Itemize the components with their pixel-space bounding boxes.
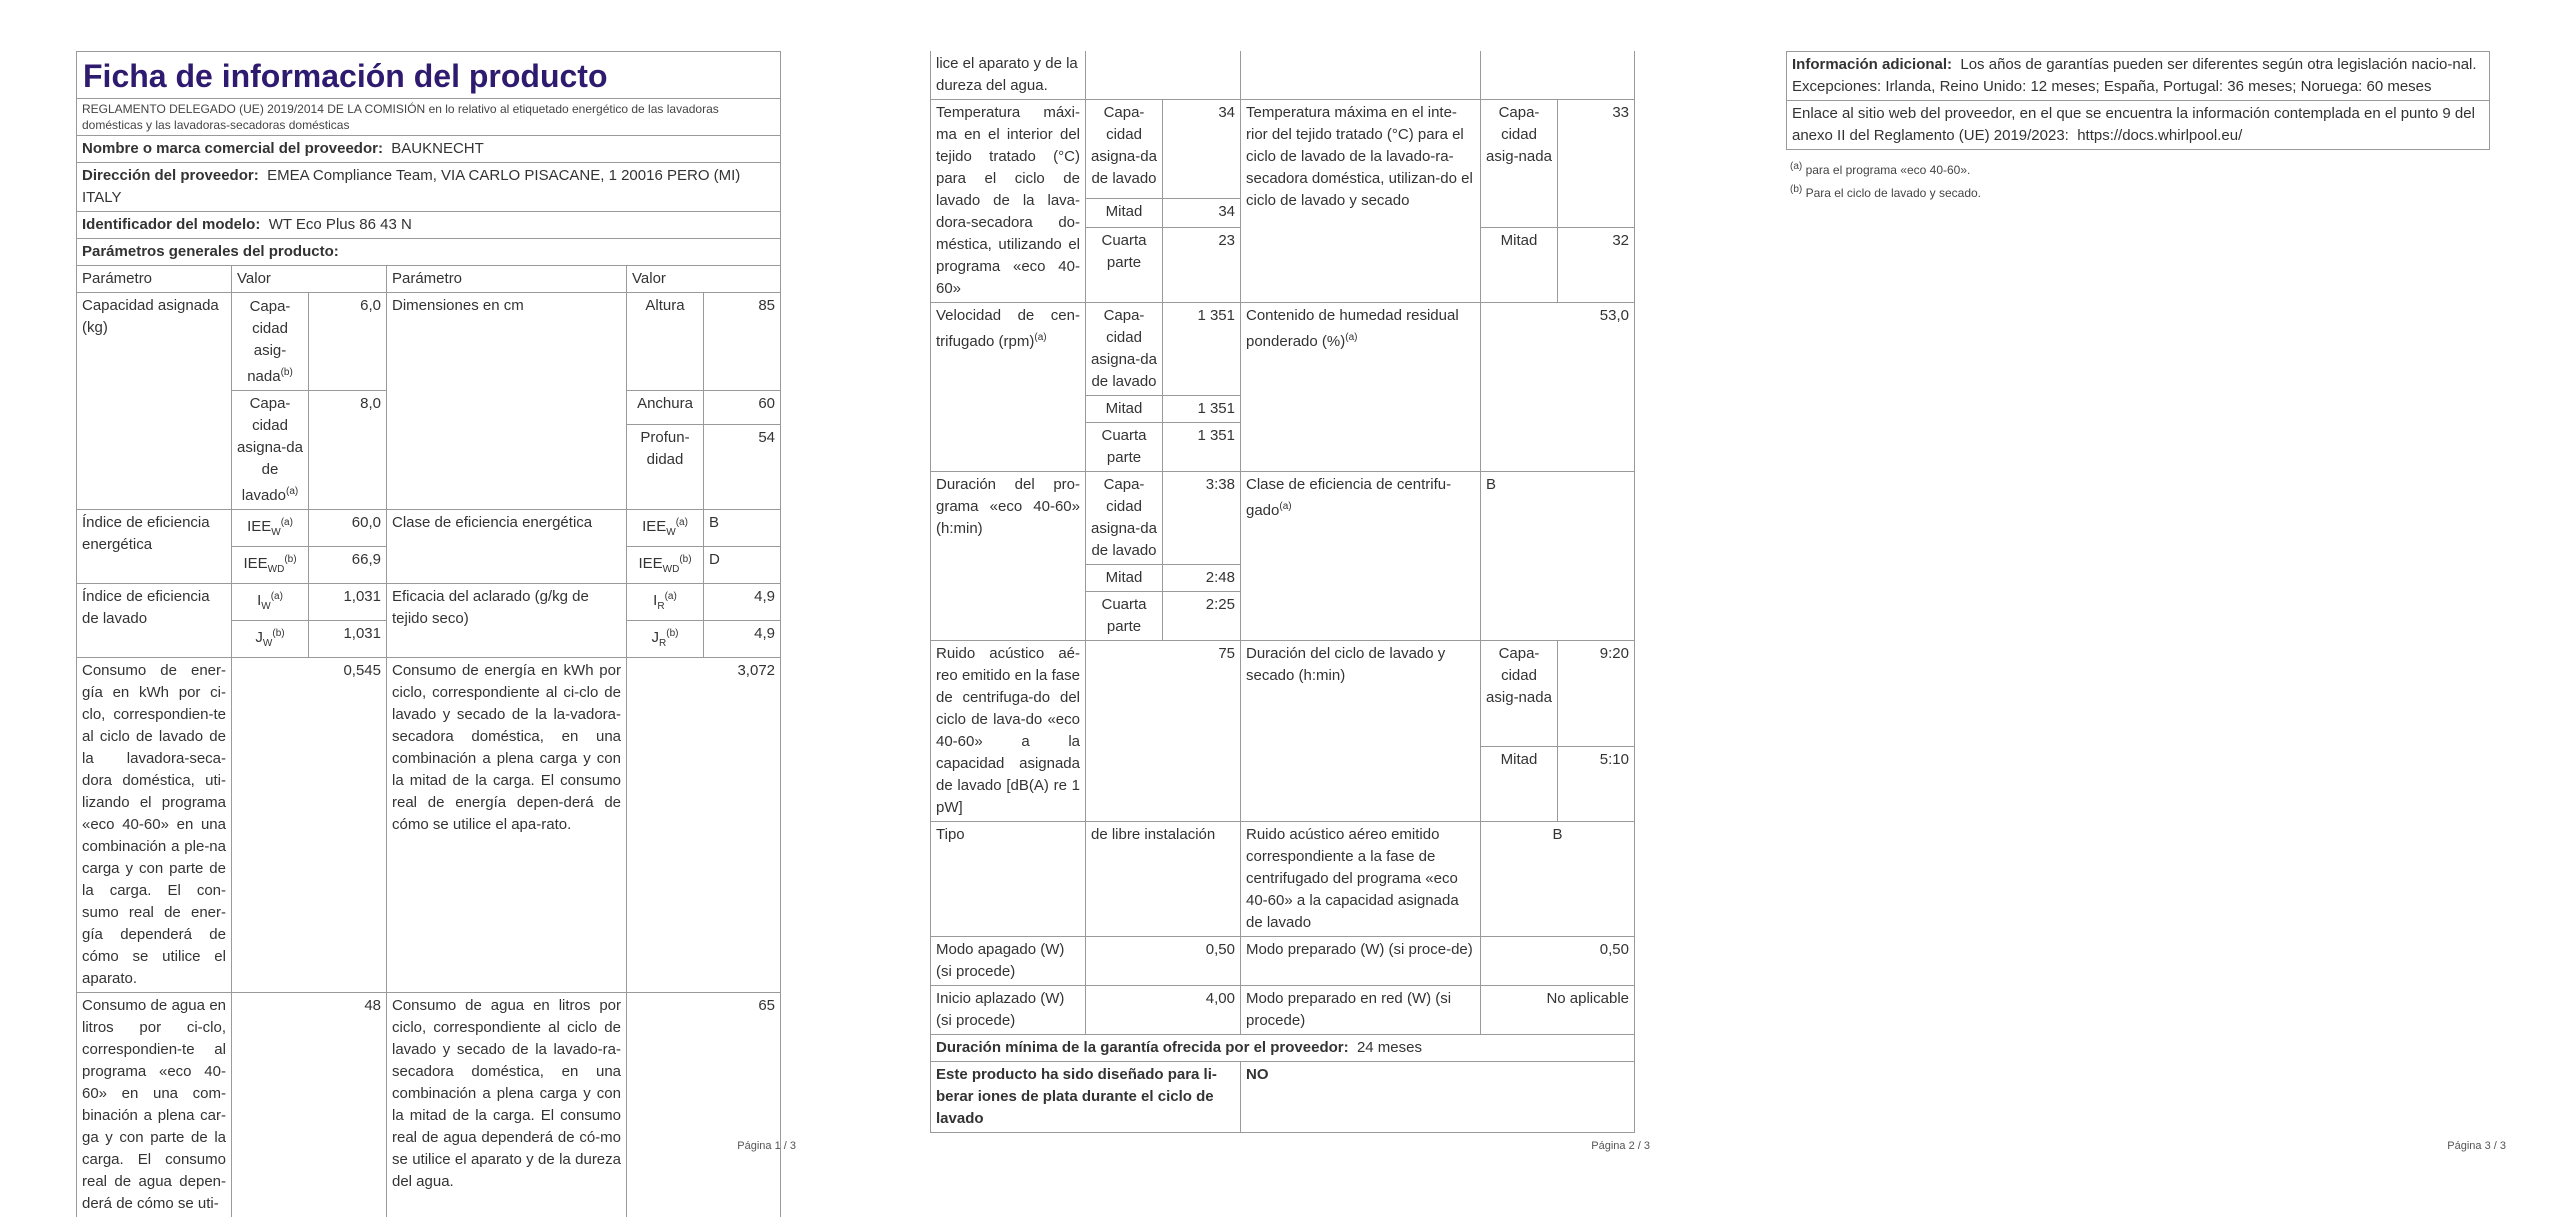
page-number: Página 3 / 3 [2447, 1140, 2506, 1152]
moisture-value: 53,0 [1481, 303, 1635, 472]
supplier-link-url[interactable]: https://docs.whirlpool.eu/ [2077, 127, 2242, 144]
model-value: WT Eco Plus 86 43 N [269, 216, 412, 233]
footnote-a: $^{(a)}$ para el programa «eco 40-60». [1790, 157, 1981, 180]
temp-wash-full-value: 34 [1163, 100, 1241, 199]
wd-duration-full-value: 9:20 [1558, 641, 1635, 747]
altura-value: 85 [704, 293, 781, 391]
class-wd-value: D [704, 547, 781, 584]
iw-value: 1,031 [309, 584, 387, 621]
col-header-value: Valor [232, 266, 387, 293]
document-title: Ficha de información del producto [77, 52, 781, 99]
col-header-param: Parámetro [77, 266, 232, 293]
spin-label: Velocidad de cen-trifugado (rpm)$^{(a)}$ [931, 303, 1086, 472]
jr-value: 4,9 [704, 621, 781, 658]
cap-asignada-label: Capa-cidad asig-nada$^{(b)}$ [232, 293, 309, 391]
regulation-id: REGLAMENTO DELEGADO (UE) 2019/2014 DE LA COMISIÓN [82, 102, 425, 116]
duration-label: Duración del pro-grama «eco 40-60» (h:min) [931, 472, 1086, 641]
duration-mitad-value: 2:48 [1163, 565, 1241, 592]
page-2 [930, 0, 1650, 1150]
additional-info-text: Los años de garantías pueden ser diferentes según otra legislación nacio-nal. Excepciones: Irlanda, Reino Unido: 12 meses; España, Portugal: 36 meses; Noruega: 60 meses [1792, 56, 2477, 95]
regulation-desc: en lo relativo al etiquetado energético de las lavadoras domésticas y las lavadoras-secadoras domésticas [82, 102, 719, 132]
water-wash-label: Consumo de agua en litros por ci-clo, correspondien-te al programa «eco 40-60» en una com-binación a plena car-ga y con parte de la carga. El consumo real de agua depen-derá de cómo se uti- [77, 993, 232, 1217]
ieewd-label: $IEE_{WD}^{(b)}$ [232, 547, 309, 584]
cap-lavado-value: 8,0 [309, 391, 387, 510]
wd-duration-cap-label: Capa-cidad asig-nada [1481, 641, 1558, 747]
capacity-label: Capacidad asignada (kg) [77, 293, 232, 510]
energy-wash-label: Consumo de ener-gía en kWh por ci-clo, correspondien-te al ciclo de lavado de la lavadora-seca-dora doméstica, uti-lizando el programa «eco 40-60» en una combinación a ple-na carga y con parte de la carga. El con-sumo real de ener-gía dependerá de cómo se utilice el aparato. [77, 658, 232, 993]
off-mode-label: Modo apagado (W) (si procede) [931, 937, 1086, 986]
col-header-value-2: Valor [627, 266, 781, 293]
cap-lavado-label: Capa-cidad asigna-da de lavado$^{(a)}$ [232, 391, 309, 510]
additional-info-table [1786, 51, 2490, 150]
temp-wd-label: Temperatura máxima en el inte-rior del tejido tratado (°C) para el ciclo de lavado de la lavado-ra-secadora doméstica, utilizan-do el ciclo de lavado y secado [1241, 100, 1481, 303]
temp-wash-mitad-value: 34 [1163, 199, 1241, 228]
eei-label: Índice de eficiencia energética [77, 510, 232, 584]
silver-ions-label: Este producto ha sido diseñado para li-berar iones de plata durante el ciclo de lavado [931, 1062, 1241, 1133]
page-number: Página 1 / 3 [737, 1140, 796, 1152]
class-w-value: B [704, 510, 781, 547]
wd-duration-mitad-value: 5:10 [1558, 747, 1635, 822]
energy-wd-label: Consumo de energía en kWh por ciclo, correspondiente al ci-clo de lavado y secado de la la-vadora-secadora doméstica, en una combinación a plena carga y con la mitad de la carga. El consumo real de energía depen-derá de cómo se utilice el apa-rato. [387, 658, 627, 993]
spin-cap-label: Capa-cidad asigna-da de lavado [1086, 303, 1163, 396]
noise-class-value: B [1481, 822, 1635, 937]
delay-start-value: 4,00 [1086, 986, 1241, 1035]
altura-label: Altura [627, 293, 704, 391]
ieew-label: $IEE_W^{(a)}$ [232, 510, 309, 547]
product-info-table-part2 [930, 51, 1635, 1133]
temp-wash-label: Temperatura máxi-ma en el interior del tejido tratado (°C) para el ciclo de lavado de la lava-dora-secadora do-méstica, utilizando el programa «eco 40-60» [931, 100, 1086, 303]
network-standby-value: No aplicable [1481, 986, 1635, 1035]
temp-wd-cap-label: Capa-cidad asig-nada [1481, 100, 1558, 228]
supplier-link-text: Enlace al sitio web del proveedor, en el que se encuentra la información contemplada en el punto 9 del anexo II del Reglamento (UE) 2019/2023: [1792, 105, 2475, 144]
type-label: Tipo [931, 822, 1086, 937]
ir-label: $I_R^{(a)}$ [627, 584, 704, 621]
footnote-b: $^{(b)}$ Para el ciclo de lavado y secado. [1790, 180, 1981, 203]
warranty-row [931, 1035, 1635, 1062]
duration-full-value: 3:38 [1163, 472, 1241, 565]
class-wd-label: $IEE_{WD}^{(b)}$ [627, 547, 704, 584]
off-mode-value: 0,50 [1086, 937, 1241, 986]
wd-duration-label: Duración del ciclo de lavado y secado (h:min) [1241, 641, 1481, 822]
supplier-link-row [1787, 101, 2490, 150]
network-standby-label: Modo preparado en red (W) (si procede) [1241, 986, 1481, 1035]
product-info-table-part1 [76, 51, 781, 1217]
page-number: Página 2 / 3 [1591, 1140, 1650, 1152]
col-header-param-2: Parámetro [387, 266, 627, 293]
rinse-label: Eficacia del aclarado (g/kg de tejido seco) [387, 584, 627, 658]
address-row [77, 163, 781, 212]
water-wd-value: 65 [627, 993, 781, 1217]
footnotes [1790, 157, 1981, 203]
spin-cuarta-value: 1 351 [1163, 423, 1241, 472]
water-wash-continued: lice el aparato y de la dureza del agua. [931, 51, 1086, 100]
standby-label: Modo preparado (W) (si proce-de) [1241, 937, 1481, 986]
wd-duration-mitad-label: Mitad [1481, 747, 1558, 822]
temp-wash-mitad-label: Mitad [1086, 199, 1163, 228]
dimensions-label: Dimensiones en cm [387, 293, 627, 510]
ir-value: 4,9 [704, 584, 781, 621]
ieew-value: 60,0 [309, 510, 387, 547]
profundidad-label: Profun-didad [627, 425, 704, 510]
supplier-row [77, 136, 781, 163]
duration-cap-label: Capa-cidad asigna-da de lavado [1086, 472, 1163, 565]
spin-full-value: 1 351 [1163, 303, 1241, 396]
additional-info-label: Información adicional: [1792, 56, 1952, 73]
model-label: Identificador del modelo: [82, 216, 260, 233]
water-wash-continued-value [1086, 51, 1241, 100]
energy-wd-value: 3,072 [627, 658, 781, 993]
noise-value: 75 [1086, 641, 1241, 822]
temp-wash-cuarta-value: 23 [1163, 228, 1241, 303]
cap-asignada-value: 6,0 [309, 293, 387, 391]
jw-label: $J_W^{(b)}$ [232, 621, 309, 658]
supplier-value: BAUKNECHT [391, 140, 484, 157]
type-value: de libre instalación [1086, 822, 1241, 937]
additional-info-row [1787, 52, 2490, 101]
water-wash-value: 48 [232, 993, 387, 1217]
delay-start-label: Inicio aplazado (W) (si procede) [931, 986, 1086, 1035]
address-value: EMEA Compliance Team, VIA CARLO PISACANE, 1 20016 PERO (MI) ITALY [82, 167, 740, 206]
spin-mitad-value: 1 351 [1163, 396, 1241, 423]
temp-wd-mitad-label: Mitad [1481, 228, 1558, 303]
duration-cuarta-label: Cuarta parte [1086, 592, 1163, 641]
page-1 [76, 0, 796, 1150]
spin-cuarta-label: Cuarta parte [1086, 423, 1163, 472]
energy-wash-value: 0,545 [232, 658, 387, 993]
wash-index-label: Índice de eficiencia de lavado [77, 584, 232, 658]
anchura-label: Anchura [627, 391, 704, 425]
water-wd-continued [1241, 51, 1481, 100]
general-params-heading: Parámetros generales del producto: [77, 239, 781, 266]
water-wd-continued-value [1481, 51, 1635, 100]
class-w-label: $IEE_W^{(a)}$ [627, 510, 704, 547]
silver-ions-value: NO [1241, 1062, 1635, 1133]
page-3 [1786, 0, 2506, 1150]
temp-wd-mitad-value: 32 [1558, 228, 1635, 303]
anchura-value: 60 [704, 391, 781, 425]
address-label: Dirección del proveedor: [82, 167, 259, 184]
supplier-label: Nombre o marca comercial del proveedor: [82, 140, 383, 157]
temp-wash-cap-label: Capa-cidad asigna-da de lavado [1086, 100, 1163, 199]
iw-label: $I_W^{(a)}$ [232, 584, 309, 621]
warranty-label: Duración mínima de la garantía ofrecida por el proveedor: [936, 1039, 1349, 1056]
regulation-reference [77, 99, 781, 136]
ieewd-value: 66,9 [309, 547, 387, 584]
temp-wd-full-value: 33 [1558, 100, 1635, 228]
spin-class-label: Clase de eficiencia de centrifu-gado$^{(a)}$ [1241, 472, 1481, 641]
duration-mitad-label: Mitad [1086, 565, 1163, 592]
noise-class-label: Ruido acústico aéreo emitido correspondiente a la fase de centrifugado del programa «eco 40-60» a la capacidad asignada de lavado [1241, 822, 1481, 937]
moisture-label: Contenido de humedad residual ponderado (%)$^{(a)}$ [1241, 303, 1481, 472]
energy-class-label: Clase de eficiencia energética [387, 510, 627, 584]
jr-label: $J_R^{(b)}$ [627, 621, 704, 658]
spin-mitad-label: Mitad [1086, 396, 1163, 423]
temp-wash-cuarta-label: Cuarta parte [1086, 228, 1163, 303]
jw-value: 1,031 [309, 621, 387, 658]
noise-label: Ruido acústico aé-reo emitido en la fase de centrifuga-do del ciclo de lava-do «eco 40-60» a la capacidad asignada de lavado [dB(A) re 1 pW] [931, 641, 1086, 822]
profundidad-value: 54 [704, 425, 781, 510]
duration-cuarta-value: 2:25 [1163, 592, 1241, 641]
warranty-value: 24 meses [1357, 1039, 1422, 1056]
standby-value: 0,50 [1481, 937, 1635, 986]
spin-class-value: B [1481, 472, 1635, 641]
water-wd-label: Consumo de agua en litros por ciclo, correspondiente al ciclo de lavado y secado de la lavado-ra-secadora doméstica, en una combinación a plena carga y con la mitad de la carga. El consumo real de agua dependerá de có-mo se utilice el aparato y de la dureza del agua. [387, 993, 627, 1217]
model-row [77, 212, 781, 239]
